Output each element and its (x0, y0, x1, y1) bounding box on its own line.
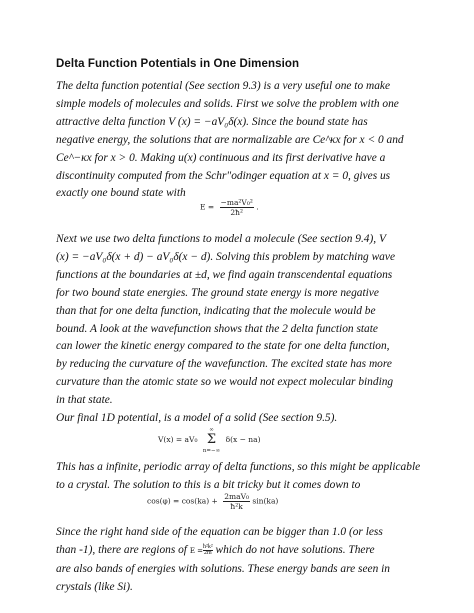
text-line: by reducing the curvature of the wavefunction. The excited state has more (56, 358, 392, 371)
sum-lower-limit: n=−∞ (202, 448, 221, 454)
fraction-denominator: 2ħ² (230, 208, 243, 217)
dispersion-equation (147, 492, 278, 511)
equation-lhs: V(x) = aV₀ (158, 435, 198, 444)
text-line: This has a infinite, periodic array of delta functions, so this might be applicable (56, 461, 421, 473)
text-line: crystals (like Si). (56, 580, 133, 593)
fraction-numerator: ħ²k² (203, 544, 213, 551)
paragraph-two-delta (56, 231, 424, 410)
inline-energy-fraction (203, 544, 213, 556)
text-line: attractive delta function V (x) = −aV₀δ(x). Since the bound state has (56, 115, 368, 128)
text-line: discontinuity computed from the Schr"odinger equation at x = 0, gives us (56, 169, 391, 182)
text-line: than that for one delta function, indicating that the molecule would be (56, 304, 376, 317)
sum-upper-limit: ∞ (209, 427, 214, 433)
text-line (56, 542, 424, 561)
text-line: (x) = −aV₀δ(x + d) − aV₀δ(x − d). Solving this problem by matching wave (56, 250, 395, 263)
text-line: The delta function potential (See section 9.3) is a very useful one to make (56, 80, 391, 92)
equation-tail: sin(ka) (252, 496, 279, 506)
equation-lhs: cos(φ) = cos(ka) + (147, 496, 218, 506)
section-heading: Delta Function Potentials in One Dimension (56, 58, 300, 70)
text-line: curvature than the atomic state so we would not expect molecular binding (56, 376, 394, 389)
text-line: bound. A look at the wavefunction shows that the 2 delta function state (56, 322, 378, 335)
text-line: Our final 1D potential, is a model of a solid (See section 9.5). (56, 412, 338, 424)
text-line: simple models of molecules and solids. First we solve the problem with one (56, 97, 399, 110)
equation-tail: . (256, 202, 259, 212)
equation-body: δ(x − na) (225, 435, 261, 444)
text-line: can lower the kinetic energy compared to the state for one delta function, (56, 340, 390, 353)
summation-symbol (203, 425, 220, 455)
periodic-potential-equation (158, 425, 261, 455)
text-line: functions at the boundaries at ±d, we find again transcendental equations (56, 268, 393, 281)
text-line: are also bands of energies with solutions. These energy bands are seen in (56, 562, 390, 575)
paragraph-periodic (56, 459, 424, 495)
equation-fraction (223, 492, 250, 511)
text-line: to a crystal. The solution to this is a bit tricky but it comes down to (56, 478, 361, 491)
fraction-numerator: −ma²V₀² (220, 198, 253, 207)
fraction-denominator: ħ²k (230, 502, 243, 511)
paragraph-single-delta (56, 78, 424, 203)
text-line: for two bound state energies. The ground state energy is more negative (56, 286, 379, 299)
equation-fraction (220, 198, 254, 217)
equation-lhs: E = (200, 202, 215, 212)
inline-energy-lhs: E = (189, 546, 204, 555)
text-line: exactly one bound state with (56, 187, 186, 200)
text-fragment: which do not have solutions. There (215, 543, 375, 556)
sigma-glyph: Σ (206, 432, 217, 447)
text-line: Since the right hand side of the equation can be bigger than 1.0 (or less (56, 526, 383, 538)
text-line: in that state. (56, 394, 113, 407)
text-line: negative energy, the solutions that are normalizable are Ce^κx for x < 0 and (56, 133, 404, 146)
text-fragment: than -1), there are regions of (56, 543, 187, 556)
fraction-numerator: 2maV₀ (224, 492, 249, 501)
fraction-denominator: 2m (204, 550, 212, 557)
bound-state-energy-equation (200, 198, 259, 217)
text-line: Ce^−κx for x > 0. Making u(x) continuous and its first derivative have a (56, 151, 386, 164)
text-line: Next we use two delta functions to model a molecule (See section 9.4), V (56, 233, 386, 245)
paragraph-bands (56, 524, 424, 597)
